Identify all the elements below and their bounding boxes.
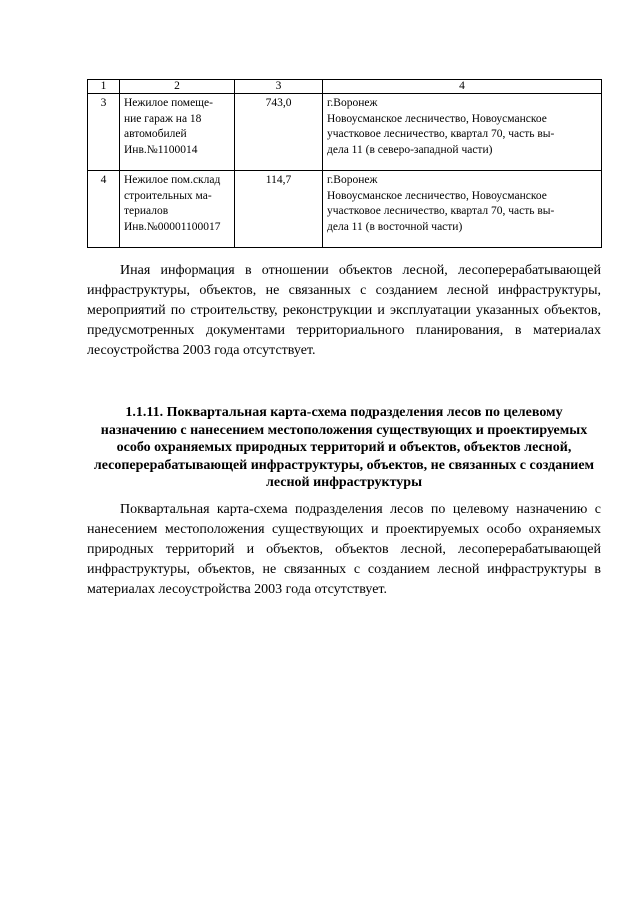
objects-table: [87, 79, 602, 248]
column-number-3: 3: [235, 80, 323, 94]
row-number: 4: [88, 171, 120, 248]
object-area: 114,7: [235, 171, 323, 248]
object-name: Нежилое помеще- ние гараж на 18 автомобилей Инв.№1100014: [120, 94, 235, 171]
column-number-4: 4: [323, 80, 602, 94]
column-number-1: 1: [88, 80, 120, 94]
table-row: [88, 171, 602, 248]
column-number-2: 2: [120, 80, 235, 94]
map-scheme-paragraph: Поквартальная карта-схема подразделения лесов по целевому назначению с нанесением местоположения существующих и проектируемых особо охраняемых природных территорий и объектов, объектов лесной, лесоперерабатывающей инфраструктуры, объектов, не связанных с созданием лесной инфраструктуры в материалах лесоустройства 2003 года отсутствует.: [87, 502, 601, 597]
row-number: 3: [88, 94, 120, 171]
infrastructure-info-paragraph: Иная информация в отношении объектов лесной, лесоперерабатывающей инфраструктуры, объектов, не связанных с созданием лесной инфраструктуры, мероприятий по строительству, реконструкции и эксплуатации указанных объектов, предусмотренных документами территориального планирования, в материалах лесоустройства 2003 года отсутствует.: [87, 263, 601, 358]
object-area: 743,0: [235, 94, 323, 171]
object-name: Нежилое пом.склад строительных ма- териалов Инв.№00001100017: [120, 171, 235, 248]
section-heading: 1.1.11. Поквартальная карта-схема подразделения лесов по целевому назначению с нанесением местоположения существующих и проектируемых особо охраняемых природных территорий и объектов, объектов лесной, лесоперерабатывающей инфраструктуры, объектов, не связанных с созданием лесной инфраструктуры: [93, 405, 595, 490]
table-row: [88, 94, 602, 171]
object-location: г.Воронеж Новоусманское лесничество, Новоусманское участковое лесничество, квартал 70, часть вы- дела 11 (в восточной части): [323, 171, 602, 248]
table-header-row: [88, 80, 602, 94]
object-location: г.Воронеж Новоусманское лесничество, Новоусманское участковое лесничество, квартал 70, часть вы- дела 11 (в северо-западной части): [323, 94, 602, 171]
